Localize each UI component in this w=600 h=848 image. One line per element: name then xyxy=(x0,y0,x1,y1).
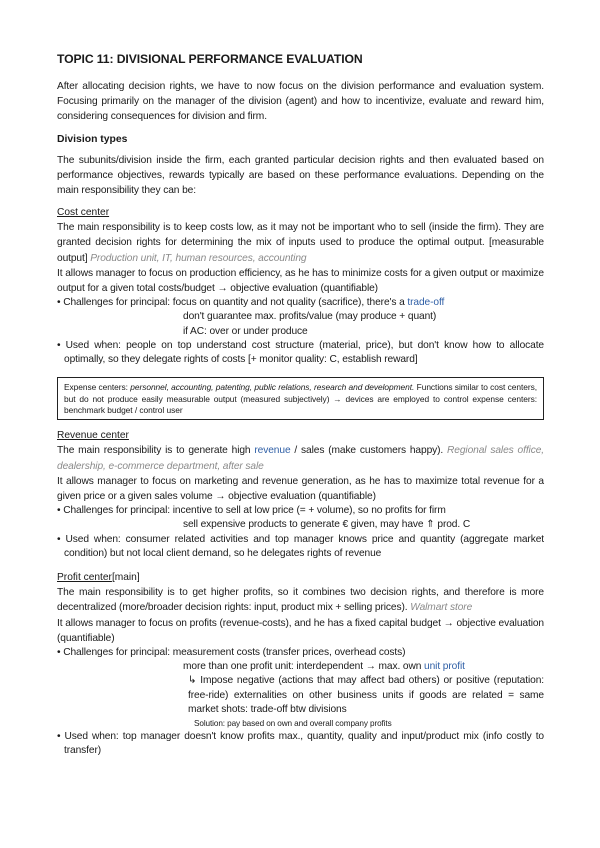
profit-center-challenge-line-3: ↳ Impose negative (actions that may affect bad others) or positive (reputation: free-ride) externalities on other business units if goods are related = same market shots: trade-off btw divisions xyxy=(188,675,544,715)
revenue-center-challenges xyxy=(57,504,544,518)
profit-center-used-when: • Used when: top manager doesn't know profits max., quantity, quality and input/product mix (info costly to transfer) xyxy=(57,730,544,757)
cost-center-challenge-text: focus on quantity and not quality (sacrifice), there's a xyxy=(172,297,405,309)
revenue-center-paragraph-2: It allows manager to focus on marketing and revenue generation, as he has to maximize total revenue for a given price or a given sales volume → objective evaluation (quantifiable) xyxy=(57,475,544,503)
subheading-profit-center xyxy=(57,570,544,585)
profit-center-paragraph-2: It allows manager to focus on profits (revenue-costs), and he has a fixed capital budget → objective evaluation (quantifiable) xyxy=(57,617,544,644)
expense-centers-box xyxy=(57,377,544,420)
cost-center-examples: Production unit, IT, human resources, accounting xyxy=(90,252,307,264)
division-types-paragraph: The subunits/division inside the firm, each granted particular decision rights and then evaluated based on performance objectives, rewards typically are based on these performance evaluations. Depending on the main responsibility they can be: xyxy=(57,154,544,197)
revenue-center-challenge-text: incentive to sell at low price (= + volume), so no profits for firm xyxy=(172,505,446,517)
profit-center-heading: Profit center xyxy=(57,572,112,584)
revenue-center-paragraph-1 xyxy=(57,443,544,473)
page-title: TOPIC 11: DIVISIONAL PERFORMANCE EVALUATION xyxy=(57,52,363,66)
cost-center-challenge-line-2: don't guarantee max. profits/value (may produce + quant) xyxy=(183,311,437,323)
expense-box-text: Functions similar to cost centers, but do not produce easily measurable output (measured subjectively) → devices are employed to control expense centers: benchmark budget / control user xyxy=(64,382,537,416)
profit-center-challenge-label: • Challenges for principal: xyxy=(57,646,170,658)
profit-center-challenges xyxy=(57,646,544,660)
profit-center-heading-tail: [main] xyxy=(111,572,140,584)
subheading-revenue-center: Revenue center xyxy=(57,430,129,442)
cost-center-tradeoff-link: trade-off xyxy=(407,297,445,309)
cost-center-challenge-line-3: if AC: over or under produce xyxy=(183,325,308,337)
revenue-center-challenge-label: • Challenges for principal: xyxy=(57,505,170,517)
cost-center-paragraph-1 xyxy=(57,220,544,266)
section-heading-division-types: Division types xyxy=(57,133,128,145)
profit-center-challenge-text: measurement costs (transfer prices, overhead costs) xyxy=(172,646,406,658)
subheading-cost-center: Cost center xyxy=(57,207,110,219)
revenue-center-p1-b: / sales (make customers happy). xyxy=(294,445,444,457)
revenue-center-used-when: • Used when: consumer related activities and top manager knows price and quantity (aggregate market condition) but not local client demand, so he delegates rights of revenue xyxy=(57,533,544,559)
revenue-center-p1-a: The main responsibility is to generate high xyxy=(57,445,251,457)
cost-center-p1-text: The main responsibility is to keep costs low, as it may not be important who to sell (inside the firm). They are granted decision rights for determining the mix of inputs used to produce the optimal output. [measurable output] xyxy=(57,222,544,264)
profit-center-p1-text: The main responsibility is to get higher profits, so it combines two decision rights, and therefore is more decentralized (more/broader decision rights: input, product mix + selling prices). xyxy=(57,587,544,614)
revenue-link: revenue xyxy=(254,445,291,457)
intro-paragraph: After allocating decision rights, we have to now focus on the division performance and evaluation system. Focusing primarily on the manager of the division (agent) and how to incentivize, evaluate and reward him, considering consequences for division and firm. xyxy=(57,81,544,123)
expense-box-lead: Expense centers: xyxy=(64,382,128,393)
cost-center-paragraph-2: It allows manager to focus on production efficiency, as he has to minimize costs for a given output or maximize output for a given total costs/budget → objective evaluation (quantifiable) xyxy=(57,267,544,295)
profit-center-examples: Walmart store xyxy=(410,602,473,614)
cost-center-used-when: • Used when: people on top understand cost structure (material, price), but don't know how to allocate optimally, so they delegate rights of costs [+ monitor quality: C, establish reward] xyxy=(57,339,544,366)
cost-center-challenge-label: • Challenges for principal: xyxy=(57,297,170,309)
unit-profit-link: unit profit xyxy=(424,661,465,673)
expense-box-items: personnel, accounting, patenting, public relations, research and development. xyxy=(130,382,415,393)
cost-center-challenges xyxy=(57,296,544,310)
profit-center-solution: Solution: pay based on own and overall company profits xyxy=(194,718,392,728)
profit-center-paragraph-1 xyxy=(57,585,544,615)
document-page xyxy=(57,52,544,758)
profit-center-challenge-line-2-text: more than one profit unit: interdependent → max. own xyxy=(183,661,422,673)
revenue-center-challenge-line-2: sell expensive products to generate € given, may have ⇑ prod. C xyxy=(183,519,471,531)
profit-center-challenge-line-2 xyxy=(57,660,544,674)
revenue-center-examples: Regional sales office, dealership, e-commerce department, after sale xyxy=(57,445,544,472)
